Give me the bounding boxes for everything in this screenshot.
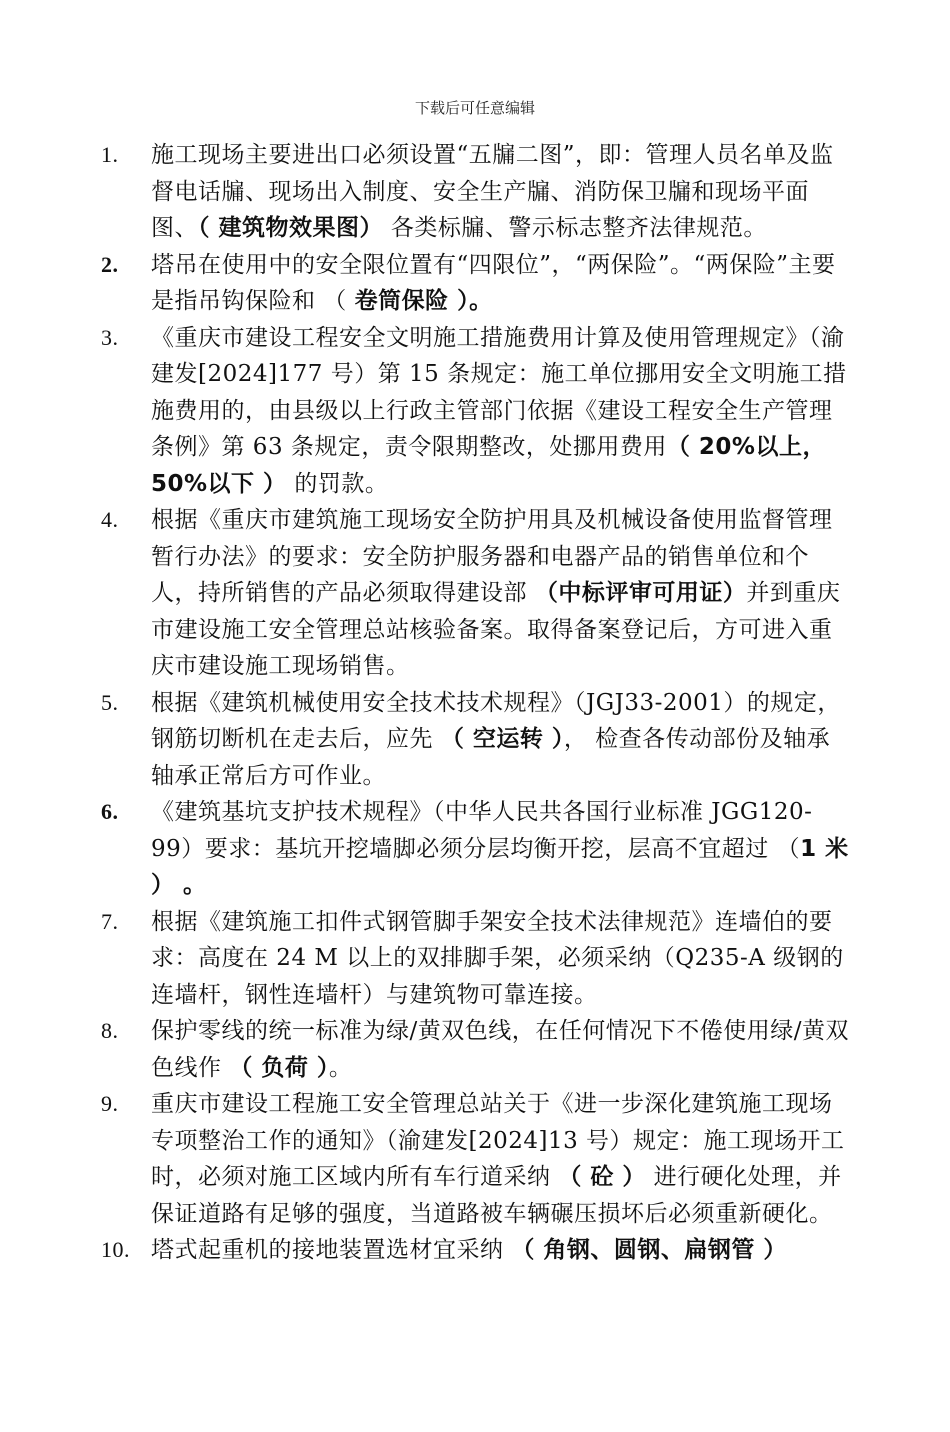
- question-item: [0, 1086, 851, 1232]
- answer-text: （中标评审可用证）: [534, 580, 747, 606]
- question-number: 2.: [101, 251, 119, 277]
- question-number: 6.: [101, 799, 119, 824]
- question-text: 《建筑基坑支护技术规程》（中华人民共各国行业标准 JGG120-99）要求：基坑开挖墙脚必须分层均衡开挖，层高不宜超过 （: [151, 799, 813, 862]
- page-header: 下载后可任意编辑: [414, 99, 535, 117]
- question-text-after: 进行硬化处理，并保证道路有足够的强度，当道路被车辆碾压损坏后必须重新硬化。: [151, 1164, 842, 1227]
- answer-text: （ 建筑物效果图）: [198, 215, 384, 241]
- question-item: [0, 320, 851, 503]
- question-number: 9.: [101, 1091, 119, 1116]
- question-text-after: 并到重庆市建设施工安全管理总站核验备案。取得备案登记后，方可进入重庆市建设施工现场销售。: [151, 580, 841, 679]
- answer-text: （ 砼 ）: [558, 1164, 646, 1190]
- question-number: 4.: [101, 507, 119, 532]
- question-number: 5.: [101, 689, 119, 715]
- question-text: 根据《建筑施工扣件式钢管脚手架安全技术法律规范》连墙伯的要求：高度在 24 M 以上的双排脚手架，必须采纳（Q235-A 级钢的连墙杆，钢性连墙杆）与建筑物可靠连接。: [151, 908, 844, 1008]
- question-item: [0, 502, 851, 685]
- question-list: [0, 137, 950, 1269]
- question-text: 施工现场主要进出口必须设置“五牖二图”，即：管理人员名单及监督电话牖、现场出入制度、安全生产牖、消防保卫牖和现场平面图、: [151, 142, 834, 241]
- question-item: [0, 794, 851, 904]
- question-text: 保护零线的统一标准为绿/黄双色线，在任何情况下不倦使用绿/黄双色线作: [151, 1018, 849, 1081]
- question-text-after: ， 检查各传动部份及轴承轴承正常后方可作业。: [151, 726, 831, 789]
- question-number: 10.: [101, 1237, 130, 1262]
- question-item: [0, 904, 851, 1014]
- question-text: 塔吊在使用中的安全限位置有“四限位”，“两保险”。“两保险”主要是指吊钩保险和 （: [151, 251, 836, 314]
- question-text: 根据《建筑机械使用安全技术技术规程》（JGJ33-2001）的规定，钢筋切断机在走去后，应先: [151, 689, 841, 752]
- question-number: 3.: [101, 324, 119, 350]
- question-text-after: 的罚款。: [286, 470, 389, 497]
- answer-text: （ 角钢、圆钢、扁钢管 ）: [511, 1237, 787, 1263]
- question-item: [0, 1013, 851, 1086]
- question-text: 重庆市建设工程施工安全管理总站关于《进一步深化建筑施工现场专项整治工作的通知》（渝建发[2024]13 号）规定：施工现场开工时，必须对施工区域内所有车行道采纳: [151, 1091, 845, 1190]
- question-number: 1.: [101, 142, 119, 167]
- question-number: 8.: [101, 1018, 119, 1043]
- question-text: 根据《重庆市建筑施工现场安全防护用具及机械设备使用监督管理暂行办法》的要求：安全防护服务器和电器产品的销售单位和个人，持所销售的产品必须取得建设部: [151, 507, 833, 606]
- answer-text: （ 负荷 ）: [229, 1054, 329, 1081]
- answer-text: 卷筒保险 ）。: [354, 288, 493, 314]
- question-item: [0, 137, 851, 247]
- question-text: 塔式起重机的接地装置选材宜采纳: [151, 1237, 512, 1263]
- question-text: 《重庆市建设工程安全文明施工措施费用计算及使用管理规定》（渝建发[2024]177 号）第 15 条规定：施工单位挪用安全文明施工措施费用的，由县级以上行政主管部门依据《建设工程安全生产管理条例》第 63 条规定，责令限期整改，处挪用费用: [151, 324, 847, 460]
- question-item: [0, 247, 851, 320]
- question-text-after: 各类标牖、警示标志整齐法律规范。: [383, 215, 767, 241]
- answer-text: （ 20%以上，50%以下 ）: [151, 434, 826, 497]
- question-text-after: 。: [328, 1054, 353, 1081]
- question-item: [0, 685, 851, 795]
- question-number: 7.: [101, 908, 119, 934]
- answer-text: 1 米 ） 。: [151, 835, 849, 898]
- answer-text: （ 空运转 ）: [440, 726, 564, 752]
- question-item: [0, 1232, 851, 1269]
